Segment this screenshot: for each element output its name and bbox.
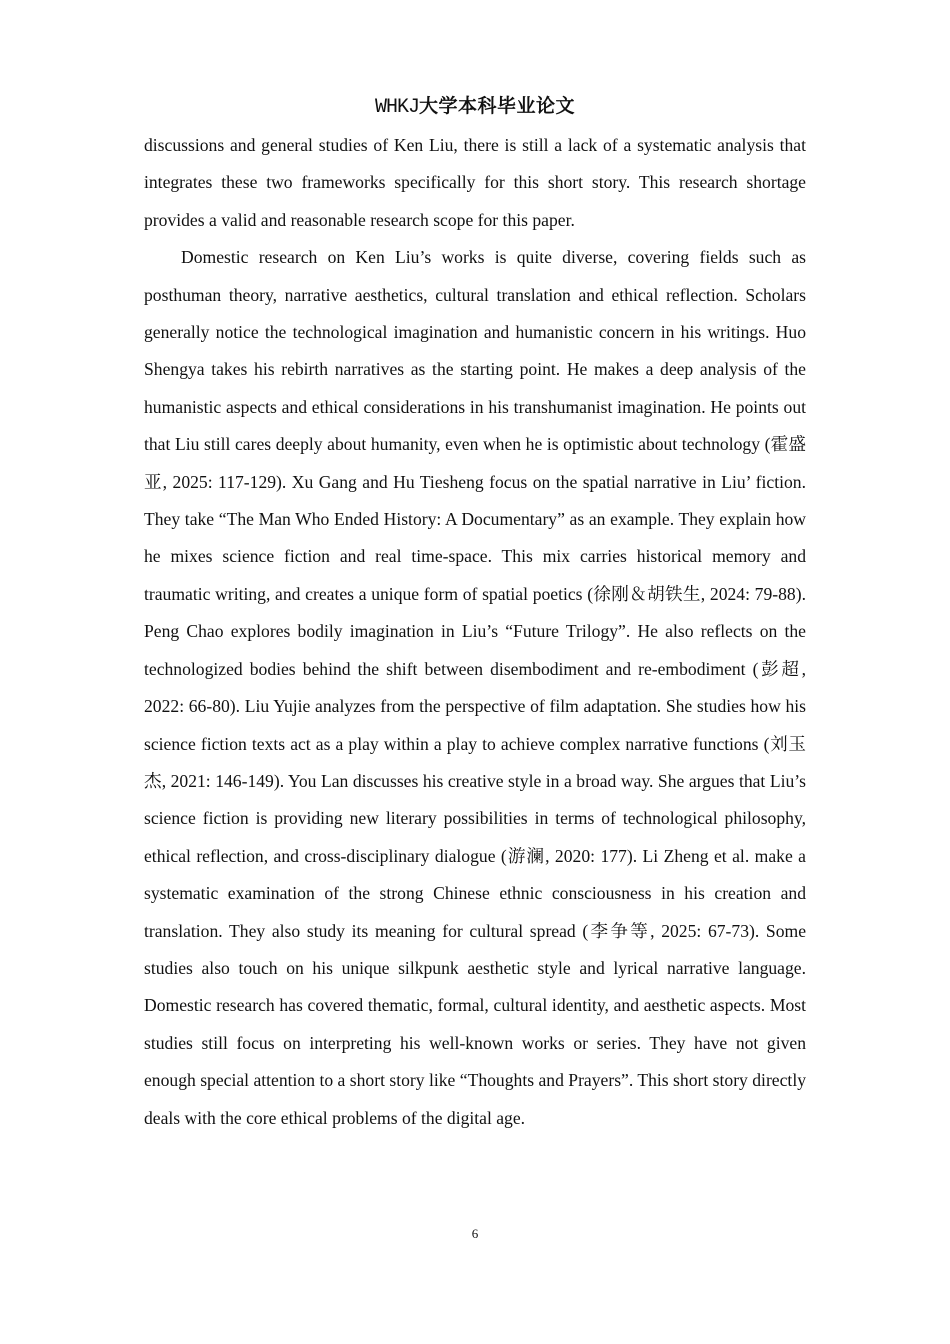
page-header (0, 93, 950, 121)
body-text (144, 127, 806, 1137)
page-number: 6 (471, 1226, 479, 1241)
paragraph-continued: discussions and general studies of Ken Liu, there is still a lack of a systematic analysis that integrates these two frameworks specifically for this short story. This research shortage provides a valid and reasonable research scope for this paper. (144, 135, 806, 230)
paragraph-domestic-research: Domestic research on Ken Liu’s works is quite diverse, covering fields such as posthuman theory, narrative aesthetics, cultural translation and ethical reflection. Scholars generally notice the technological imagination and humanistic concern in his writings. Huo Shengya takes his rebirth narratives as the starting point. He makes a deep analysis of the humanistic aspects and ethical considerations in his transhumanist imagination. He points out that Liu still cares deeply about humanity, even when he is optimistic about technology (霍盛亚, 2025: 117-129). Xu Gang and Hu Tiesheng focus on the spatial narrative in Liu’ fiction. They take “The Man Who Ended History: A Documentary” as an example. They explain how he mixes science fiction and real time-space. This mix carries historical memory and traumatic writing, and creates a unique form of spatial poetics (徐刚＆胡铁生, 2024: 79-88). Peng Chao explores bodily imagination in Liu’s “Future Trilogy”. He also reflects on the technologized bodies behind the shift between disembodiment and re-embodiment (彭超, 2022: 66-80). Liu Yujie analyzes from the perspective of film adaptation. She studies how his science fiction texts act as a play within a play to achieve complex narrative functions (刘玉杰, 2021: 146-149). You Lan discusses his creative style in a broad way. She argues that Liu’s science fiction is providing new literary possibilities in terms of technological philosophy, ethical reflection, and cross-disciplinary dialogue (游澜, 2020: 177). Li Zheng et al. make a systematic examination of the strong Chinese ethnic consciousness in his creation and translation. They also study its meaning for cultural spread (李争等, 2025: 67-73). Some studies also touch on his unique silkpunk aesthetic style and lyrical narrative language. Domestic research has covered thematic, formal, cultural identity, and aesthetic aspects. Most studies still focus on interpreting his well-known works or series. They have not given enough special attention to a short story like “Thoughts and Prayers”. This short story directly deals with the core ethical problems of the digital age. (144, 247, 806, 1128)
header-title: 大学本科毕业论文 (419, 95, 576, 117)
header-school-code: WHKJ (374, 96, 419, 119)
